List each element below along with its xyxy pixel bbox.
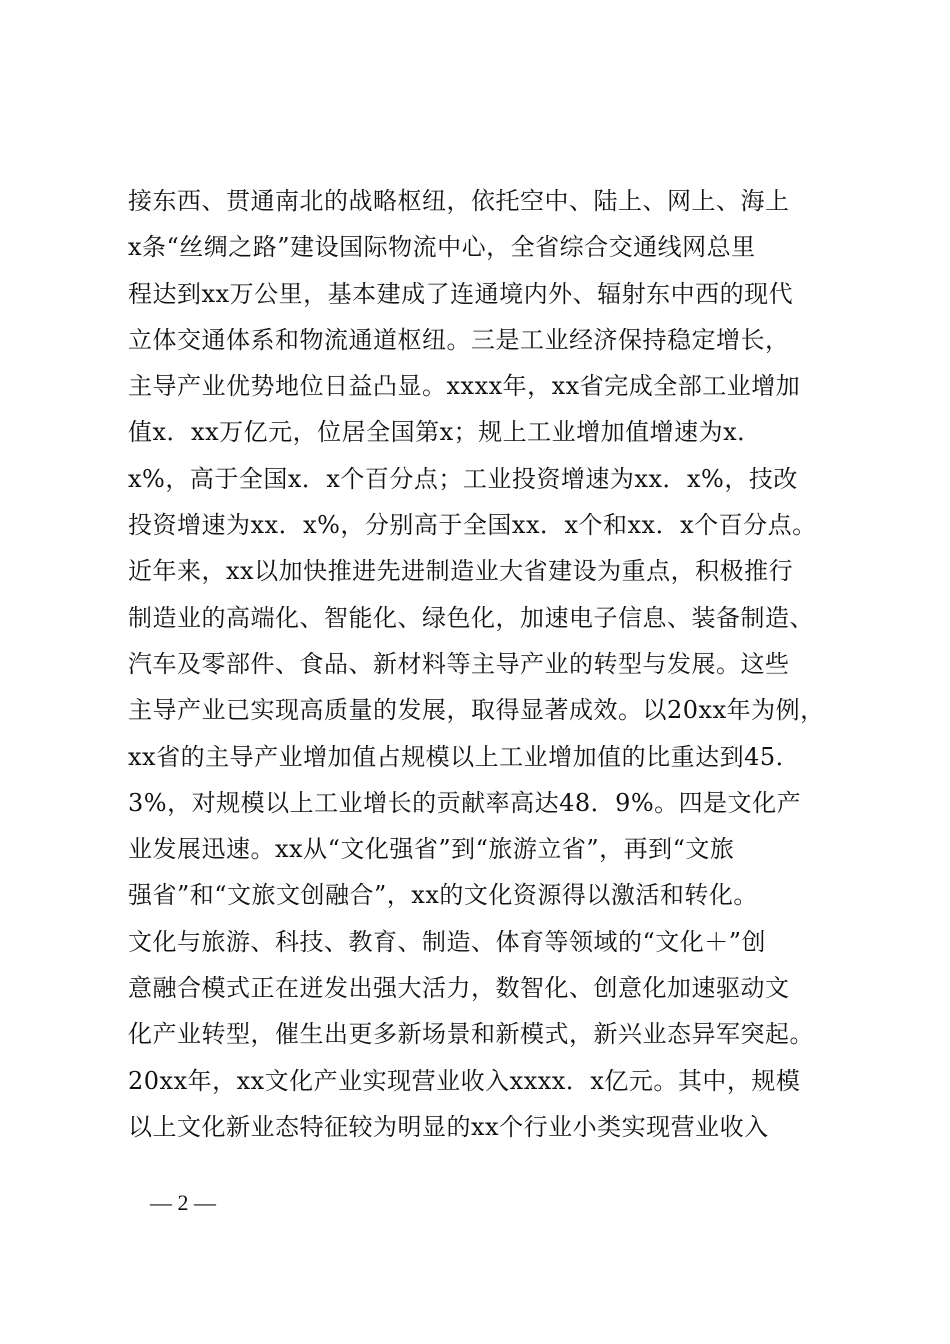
page-number: — 2 — xyxy=(150,1190,216,1215)
text-line: 接东西、贯通南北的战略枢纽，依托空中、陆上、网上、海上 xyxy=(128,187,790,215)
text-line: x条“丝绸之路”建设国际物流中心，全省综合交通线网总里 xyxy=(128,233,756,262)
text-line: 投资增速为xx．x%，分别高于全国xx．x个和xx．x个百分点。 xyxy=(128,511,817,540)
text-line: 业发展迅速。xx从“文化强省”到“旅游立省”，再到“文旅 xyxy=(128,835,735,864)
text-line: xx省的主导产业增加值占规模以上工业增加值的比重达到45． xyxy=(128,742,801,771)
text-line: x%，高于全国x．x个百分点；工业投资增速为xx．x%，技改 xyxy=(128,464,798,493)
text-line: 文化与旅游、科技、教育、制造、体育等领域的“文化＋”创 xyxy=(128,927,767,956)
text-line: 值x．xx万亿元，位居全国第x；规上工业增加值增速为x． xyxy=(128,418,762,447)
text-line: 3%，对规模以上工业增长的贡献率高达48．9%。四是文化产 xyxy=(128,788,802,817)
text-line: 强省”和“文旅文创融合”，xx的文化资源得以激活和转化。 xyxy=(128,881,758,910)
text-line: 汽车及零部件、食品、新材料等主导产业的转型与发展。这些 xyxy=(128,649,790,678)
text-line: 以上文化新业态特征较为明显的xx个行业小类实现营业收入 xyxy=(128,1112,769,1141)
body-paragraph xyxy=(128,178,848,1150)
text-line: 20xx年，xx文化产业实现营业收入xxxx．x亿元。其中，规模 xyxy=(128,1066,801,1095)
text-line: 制造业的高端化、智能化、绿色化，加速电子信息、装备制造、 xyxy=(128,603,814,632)
text-line: 主导产业优势地位日益凸显。xxxx年，xx省完成全部工业增加 xyxy=(128,372,801,401)
text-line: 主导产业已实现高质量的发展，取得显著成效。以20xx年为例， xyxy=(128,696,825,725)
text-line: 意融合模式正在迸发出强大活力，数智化、创意化加速驱动文 xyxy=(128,974,790,1003)
text-line: 化产业转型，催生出更多新场景和新模式，新兴业态异军突起。 xyxy=(128,1020,814,1049)
text-line: 立体交通体系和物流通道枢纽。三是工业经济保持稳定增长， xyxy=(128,325,790,354)
text-line: 程达到xx万公里，基本建成了连通境内外、辐射东中西的现代 xyxy=(128,279,794,308)
text-line: 近年来，xx以加快推进先进制造业大省建设为重点，积极推行 xyxy=(128,557,794,586)
